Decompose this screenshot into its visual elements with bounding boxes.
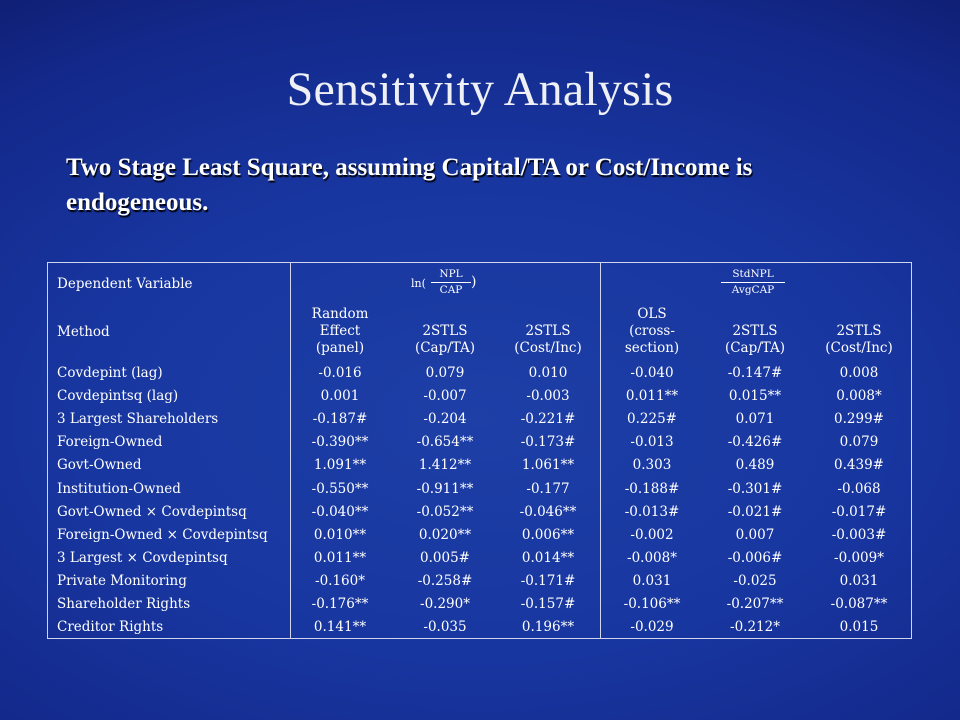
coefficient-cell: 0.196** bbox=[521, 619, 575, 636]
row-label: Shareholder Rights bbox=[57, 596, 191, 612]
fraction-bar bbox=[721, 282, 785, 283]
coefficient-cell: -0.025 bbox=[733, 572, 777, 589]
coefficient-cell: 0.031 bbox=[839, 572, 879, 589]
coefficient-cell: -0.550** bbox=[311, 480, 369, 497]
fraction-denominator: CAP bbox=[439, 284, 463, 296]
coefficient-cell: -0.006# bbox=[727, 549, 783, 566]
coefficient-cell: 0.071 bbox=[735, 411, 775, 428]
ln-prefix: ln( bbox=[411, 277, 426, 290]
coefficient-cell: 0.079 bbox=[839, 434, 879, 451]
coefficient-cell: -0.173# bbox=[520, 434, 576, 451]
coefficient-cell: -0.008* bbox=[627, 549, 677, 566]
ln-close-paren: ) bbox=[471, 274, 477, 290]
coefficient-cell: -0.188# bbox=[624, 480, 680, 497]
coefficient-cell: -0.204 bbox=[423, 411, 467, 428]
coefficient-cell: -0.221# bbox=[520, 411, 576, 428]
fraction-bar bbox=[431, 282, 471, 283]
coefficient-cell: -0.187# bbox=[312, 411, 368, 428]
row-label: Covdepint (lag) bbox=[57, 365, 163, 381]
method-header-col1-line2: Effect bbox=[319, 323, 361, 339]
method-header-col4-line2: (cross- bbox=[629, 323, 675, 339]
fraction-numerator: StdNPL bbox=[732, 268, 774, 280]
coefficient-cell: -0.013# bbox=[624, 503, 680, 520]
coefficient-cell: -0.087** bbox=[830, 596, 888, 612]
coefficient-cell: 0.031 bbox=[632, 572, 672, 589]
coefficient-cell: -0.068 bbox=[837, 480, 881, 497]
coefficient-cell: 0.020** bbox=[418, 526, 472, 543]
column-divider bbox=[600, 263, 601, 638]
row-label: Govt-Owned × Covdepintsq bbox=[57, 503, 247, 520]
coefficient-cell: -0.654** bbox=[416, 434, 474, 451]
coefficient-cell: 0.006** bbox=[521, 526, 575, 543]
row-label: Creditor Rights bbox=[57, 619, 164, 636]
coefficient-cell: 0.001 bbox=[320, 388, 360, 405]
fraction-numerator: NPL bbox=[439, 268, 463, 280]
coefficient-cell: -0.007 bbox=[423, 388, 467, 405]
coefficient-cell: -0.301# bbox=[727, 480, 783, 497]
method-header-col2-line2: 2STLS bbox=[422, 323, 468, 339]
fraction-denominator: AvgCAP bbox=[731, 284, 775, 296]
coefficient-cell: -0.017# bbox=[831, 503, 887, 520]
coefficient-cell: 0.303 bbox=[632, 457, 672, 474]
coefficient-cell: 0.015** bbox=[728, 388, 782, 405]
coefficient-cell: 0.141** bbox=[313, 619, 367, 636]
coefficient-cell: 0.010 bbox=[528, 365, 568, 381]
method-header-col4-line1: OLS bbox=[637, 306, 667, 322]
coefficient-cell: -0.009* bbox=[834, 549, 884, 566]
dependent-variable-label: Dependent Variable bbox=[57, 276, 193, 292]
coefficient-cell: 1.091** bbox=[313, 457, 367, 474]
coefficient-cell: 0.489 bbox=[735, 457, 775, 474]
coefficient-cell: -0.106** bbox=[623, 596, 681, 612]
coefficient-cell: -0.160* bbox=[315, 572, 365, 589]
slide-title: Sensitivity Analysis bbox=[286, 63, 674, 116]
method-header-col6-line3: (Cost/Inc) bbox=[825, 340, 893, 356]
coefficient-cell: 1.412** bbox=[418, 457, 472, 474]
coefficient-cell: -0.013 bbox=[630, 434, 674, 451]
method-header-col1-line3: (panel) bbox=[315, 340, 365, 356]
coefficient-cell: -0.290* bbox=[420, 596, 470, 612]
method-header-col4-line3: section) bbox=[624, 340, 680, 356]
method-header-col5-line3: (Cap/TA) bbox=[724, 340, 786, 356]
coefficient-cell: -0.176** bbox=[311, 596, 369, 612]
coefficient-cell: 0.079 bbox=[425, 365, 465, 381]
coefficient-cell: 0.225# bbox=[627, 411, 677, 428]
row-label: Foreign-Owned × Covdepintsq bbox=[57, 526, 268, 543]
row-label: Institution-Owned bbox=[57, 480, 181, 497]
coefficient-cell: -0.147# bbox=[727, 365, 783, 381]
slide-subtitle: Two Stage Least Square, assuming Capital/TA or Cost/Income is endogeneous. bbox=[66, 154, 753, 216]
coefficient-cell: 0.015 bbox=[839, 619, 879, 636]
row-label: Govt-Owned bbox=[57, 457, 142, 474]
coefficient-cell: -0.171# bbox=[520, 572, 576, 589]
row-label: 3 Largest × Covdepintsq bbox=[57, 549, 228, 566]
coefficient-cell: -0.212* bbox=[730, 619, 780, 636]
coefficient-cell: -0.207** bbox=[726, 596, 784, 612]
method-header-col5-line2: 2STLS bbox=[732, 323, 778, 339]
row-label: Private Monitoring bbox=[57, 572, 187, 589]
coefficient-cell: -0.035 bbox=[423, 619, 467, 636]
method-header-col2-line3: (Cap/TA) bbox=[414, 340, 476, 356]
coefficient-cell: 0.010** bbox=[313, 526, 367, 543]
coefficient-cell: -0.390** bbox=[311, 434, 369, 451]
method-header-col3-line3: (Cost/Inc) bbox=[514, 340, 582, 356]
coefficient-cell: 0.008 bbox=[839, 365, 879, 381]
coefficient-cell: 0.299# bbox=[834, 411, 884, 428]
coefficient-cell: -0.040 bbox=[630, 365, 674, 381]
coefficient-cell: -0.040** bbox=[311, 503, 369, 520]
coefficient-cell: -0.258# bbox=[417, 572, 473, 589]
row-label: 3 Largest Shareholders bbox=[57, 411, 219, 428]
coefficient-cell: 0.007 bbox=[735, 526, 775, 543]
row-label: Covdepintsq (lag) bbox=[57, 388, 179, 405]
coefficient-cell: -0.003# bbox=[831, 526, 887, 543]
coefficient-cell: 1.061** bbox=[521, 457, 575, 474]
coefficient-cell: -0.029 bbox=[630, 619, 674, 636]
coefficient-cell: -0.046** bbox=[519, 503, 577, 520]
coefficient-cell: 0.011** bbox=[625, 388, 679, 405]
coefficient-cell: -0.157# bbox=[520, 596, 576, 612]
method-header-col6-line2: 2STLS bbox=[836, 323, 882, 339]
results-table bbox=[47, 262, 912, 639]
coefficient-cell: -0.052** bbox=[416, 503, 474, 520]
coefficient-cell: -0.016 bbox=[318, 365, 362, 381]
method-header-col1-line1: Random bbox=[311, 306, 369, 322]
row-label: Foreign-Owned bbox=[57, 434, 163, 451]
coefficient-cell: 0.005# bbox=[420, 549, 470, 566]
coefficient-cell: -0.003 bbox=[526, 388, 570, 405]
coefficient-cell: 0.011** bbox=[313, 549, 367, 566]
method-label: Method bbox=[57, 324, 110, 340]
coefficient-cell: -0.177 bbox=[526, 480, 570, 497]
coefficient-cell: 0.014** bbox=[521, 549, 575, 566]
coefficient-cell: 0.439# bbox=[834, 457, 884, 474]
column-divider bbox=[290, 263, 291, 638]
coefficient-cell: -0.002 bbox=[630, 526, 674, 543]
coefficient-cell: -0.426# bbox=[727, 434, 783, 451]
coefficient-cell: -0.911** bbox=[416, 480, 474, 497]
coefficient-cell: 0.008* bbox=[836, 388, 882, 405]
coefficient-cell: -0.021# bbox=[727, 503, 783, 520]
fraction-stdnpl-avgcap bbox=[721, 268, 785, 296]
fraction-npl-cap bbox=[431, 268, 471, 296]
method-header-col3-line2: 2STLS bbox=[525, 323, 571, 339]
